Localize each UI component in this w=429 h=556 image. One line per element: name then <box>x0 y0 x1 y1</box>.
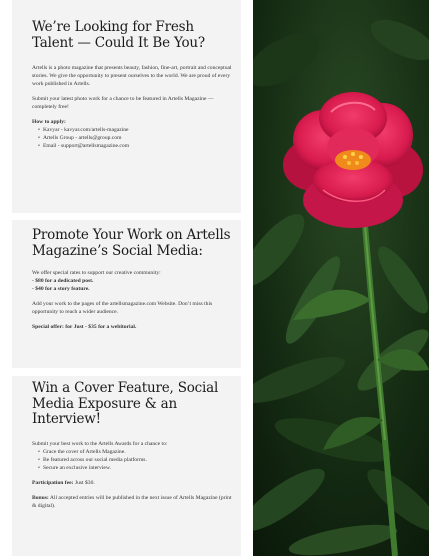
intro-text: Submit your best work to the Artells Awards for a chance to: <box>32 440 168 447</box>
section-title: We’re Looking for Fresh Talent — Could It Be You? <box>32 19 205 51</box>
rate-story: - $40 for a story feature. <box>32 286 90 292</box>
peony-illustration <box>253 0 429 556</box>
submit-text: Submit your latest photo work for a chance to be featured in Artells Magazine — completely free! <box>32 96 214 110</box>
rate-post: - $80 for a dedicated post. <box>32 278 94 284</box>
section-title: Promote Your Work on Artells Magazine’s Social Media: <box>32 227 231 259</box>
section-fresh-talent <box>12 0 241 213</box>
bonus-text: Bonus: All accepted entries will be published in the next issue of Artells Magazine (print & digital). <box>32 494 232 509</box>
list-item: • Kavyar - kavyar.com/artells-magazine <box>38 126 233 134</box>
how-to-apply-heading: How to apply: <box>32 119 66 125</box>
list-item: • Email - support@artellsmagazine.com <box>38 142 233 150</box>
list-item: • Secure an exclusive interview. <box>38 464 233 472</box>
participation-fee: Participation fee: Just $30. <box>32 479 95 486</box>
list-item: • Be featured across our social media platforms. <box>38 456 233 464</box>
peony-photo <box>253 0 429 556</box>
list-item: • Artells Group - artells@group.com <box>38 134 233 142</box>
awards-list <box>32 448 233 472</box>
list-item: • Grace the cover of Artells Magazine. <box>38 448 233 456</box>
section-awards <box>12 376 241 556</box>
section-title: Win a Cover Feature, Social Media Exposure & an Interview! <box>32 380 219 427</box>
section-social-media <box>12 220 241 368</box>
intro-text: Artells is a photo magazine that presents beauty, fashion, fine-art, portrait and conceptual stories. We give the opportunity to present ourselves to the world. We are proud of every work published in Artells. <box>32 65 232 87</box>
special-offer: Special offer: for Just - $35 for a webitorial. <box>32 324 137 330</box>
apply-list <box>32 126 233 150</box>
intro-text: We offer special rates to support our creative community: <box>32 270 161 276</box>
website-text: Add your work to the pages of the artellsmagazine.com Website. Don’t miss this opportunity to reach a wider audience. <box>32 301 213 315</box>
